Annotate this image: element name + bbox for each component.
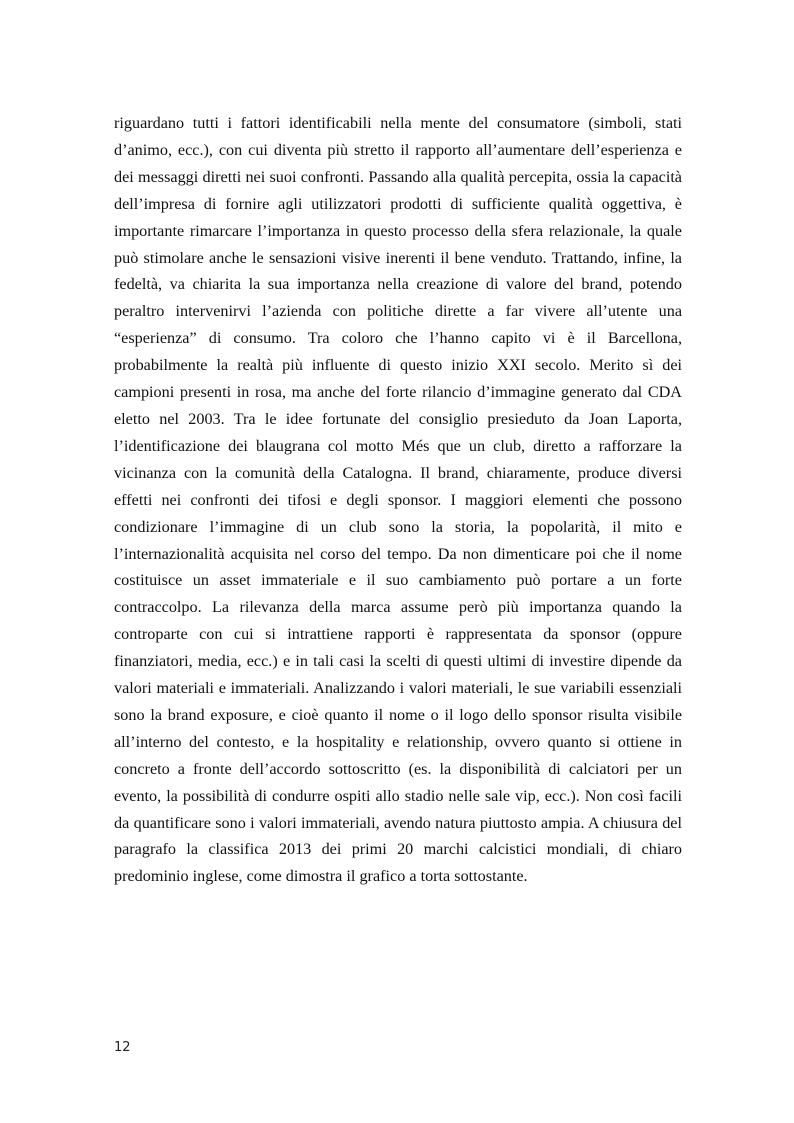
body-text (114, 110, 682, 890)
body-paragraph: riguardano tutti i fattori identificabili nella mente del consumatore (simboli, stati d’animo, ecc.), con cui diventa più stretto il rapporto all’aumentare dell’esperienza e dei messaggi diretti nei suoi confronti. Passando alla qualità percepita, ossia la capacità dell’impresa di fornire agli utilizzatori prodotti di sufficiente qualità oggettiva, è importante rimarcare l’importanza in questo processo della sfera relazionale, la quale può stimolare anche le sensazioni visive inerenti il bene venduto. Trattando, infine, la fedeltà, va chiarita la sua importanza nella creazione di valore del brand, potendo peraltro intervenirvi l’azienda con politiche dirette a far vivere all’utente una “esperienza” di consumo. Tra coloro che l’hanno capito vi è il Barcellona, probabilmente la realtà più influente di questo inizio XXI secolo. Merito sì dei campioni presenti in rosa, ma anche del forte rilancio d’immagine generato dal CDA eletto nel 2003. Tra le idee fortunate del consiglio presieduto da Joan Laporta, l’identificazione dei blaugrana col motto Més que un club, diretto a rafforzare la vicinanza con la comunità della Catalogna. Il brand, chiaramente, produce diversi effetti nei confronti dei tifosi e degli sponsor. I maggiori elementi che possono condizionare l’immagine di un club sono la storia, la popolarità, il mito e l’internazionalità acquisita nel corso del tempo. Da non dimenticare poi che il nome costituisce un asset immateriale e il suo cambiamento può portare a un forte contraccolpo. La rilevanza della marca assume però più importanza quando la controparte con cui si intrattiene rapporti è rappresentata da sponsor (oppure finanziatori, media, ecc.) e in tali casi la scelti di questi ultimi di investire dipende da valori materiali e immateriali. Analizzando i valori materiali, le sue variabili essenziali sono la brand exposure, e cioè quanto il nome o il logo dello sponsor risulta visibile all’interno del contesto, e la hospitality e relationship, ovvero quanto si ottiene in concreto a fronte dell’accordo sottoscritto (es. la disponibilità di calciatori per un evento, la possibilità di condurre ospiti allo stadio nelle sale vip, ecc.). Non così facili da quantificare sono i valori immateriali, avendo natura piuttosto ampia. A chiusura del paragrafo la classifica 2013 dei primi 20 marchi calcistici mondiali, di chiaro predominio inglese, come dimostra il grafico a torta sottostante. (114, 114, 682, 886)
page-number: 12 (114, 1040, 131, 1055)
